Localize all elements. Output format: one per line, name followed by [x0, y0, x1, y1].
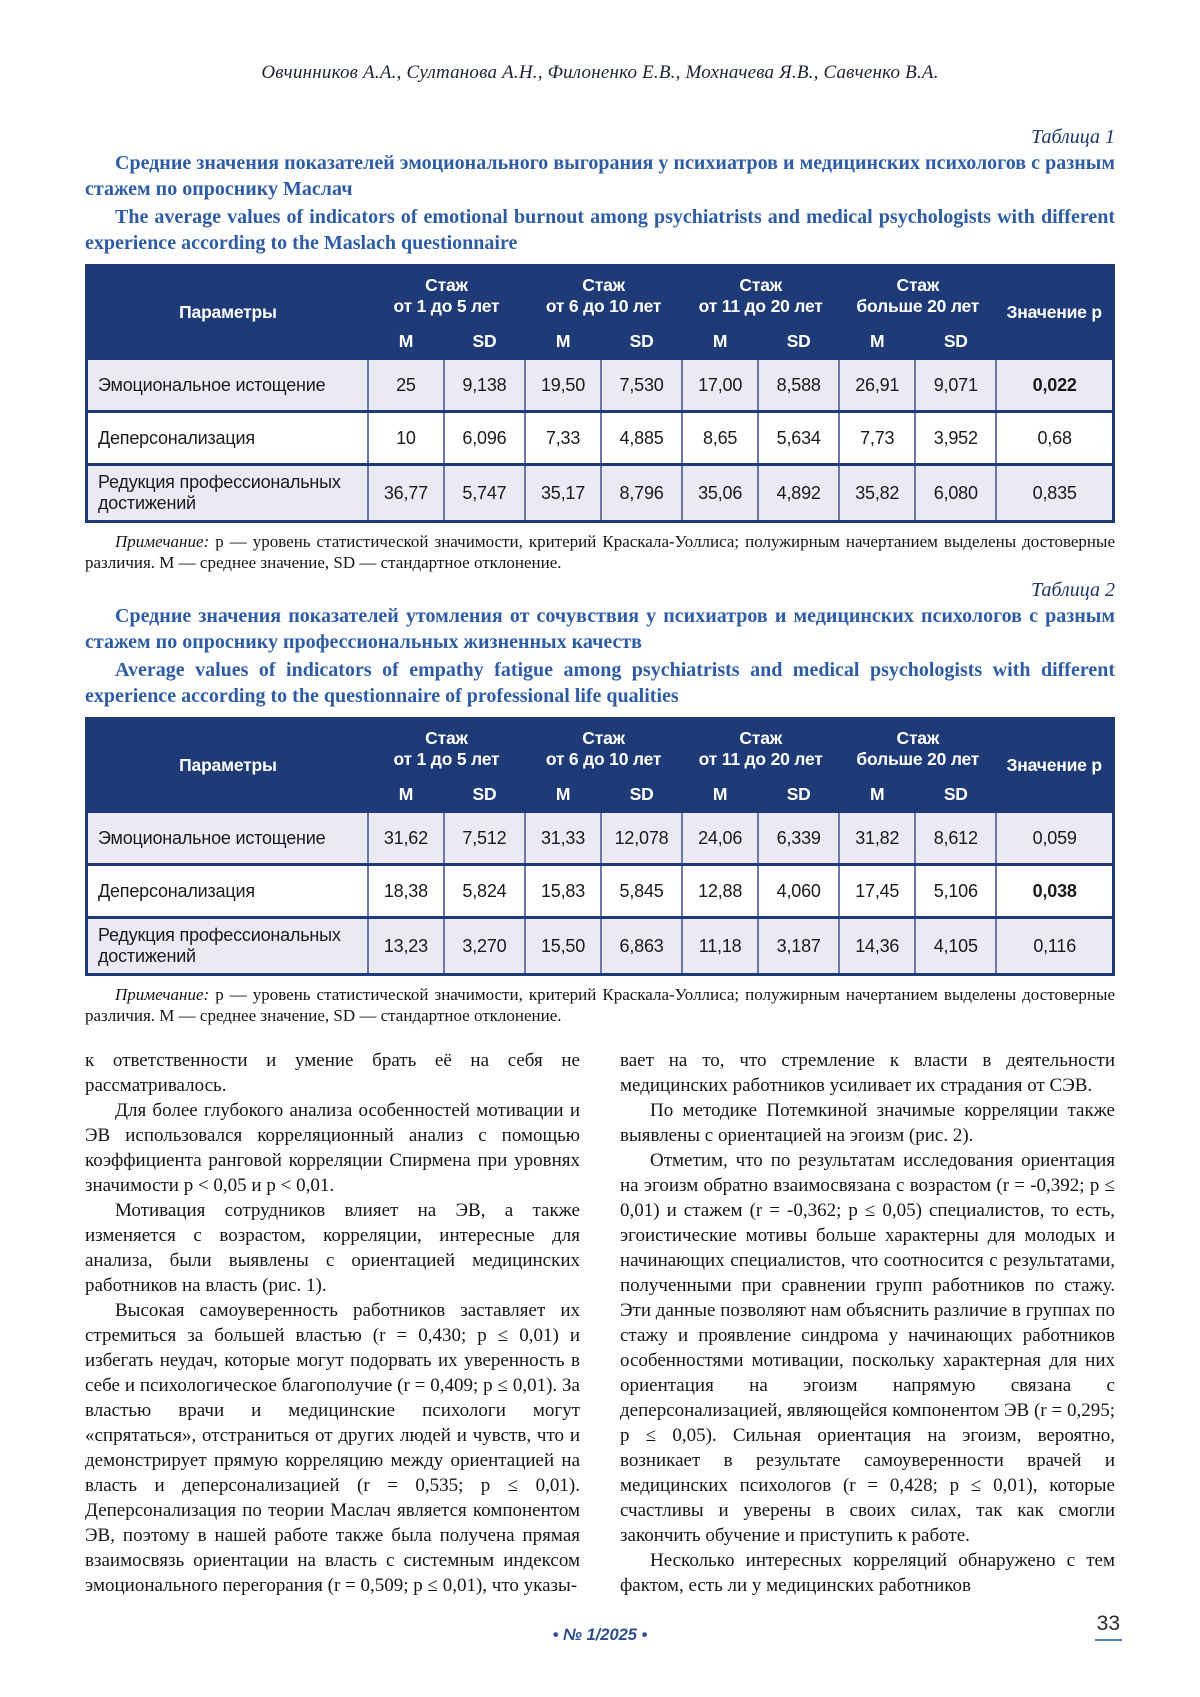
value-cell: 35,82 — [839, 465, 915, 522]
param-cell: Деперсонализация — [87, 412, 368, 465]
value-cell: 10 — [368, 412, 444, 465]
value-cell: 36,77 — [368, 465, 444, 522]
table-row — [87, 359, 1114, 412]
value-cell: 7,73 — [839, 412, 915, 465]
param-header-cell: Параметры — [87, 266, 368, 359]
paragraph: По методике Потемкиной значимые корреляции также выявлены с ориентацией на эгоизм (рис. 2). — [620, 1100, 1115, 1146]
table2-caption: Таблица 2 — [1031, 579, 1115, 601]
p-header-cell: Значение p — [996, 266, 1113, 359]
value-cell: 4,060 — [758, 865, 839, 918]
stage-group-header: Стаж от 11 до 20 лет — [682, 719, 839, 779]
value-cell: 6,863 — [601, 918, 682, 975]
value-cell: 24,06 — [682, 812, 758, 865]
value-cell: 7,530 — [601, 359, 682, 412]
m-header-cell: М — [368, 778, 444, 812]
value-cell: 9,071 — [915, 359, 996, 412]
value-cell: 14,36 — [839, 918, 915, 975]
p-value-cell: 0,059 — [996, 812, 1113, 865]
table1-title-en: The average values of indicators of emotional burnout among psychiatrists and medical psychologists with different experience according to the Maslach questionnaire — [85, 206, 1115, 254]
m-header-cell: М — [839, 778, 915, 812]
p-value-cell: 0,68 — [996, 412, 1113, 465]
value-cell: 4,105 — [915, 918, 996, 975]
value-cell: 31,82 — [839, 812, 915, 865]
m-header-cell: М — [839, 325, 915, 359]
value-cell: 4,892 — [758, 465, 839, 522]
value-cell: 8,796 — [601, 465, 682, 522]
value-cell: 6,096 — [444, 412, 525, 465]
value-cell: 5,747 — [444, 465, 525, 522]
value-cell: 7,33 — [525, 412, 601, 465]
table2-title-en: Average values of indicators of empathy fatigue among psychiatrists and medical psychologists with different experience according to the questionnaire of professional life qualities — [85, 659, 1115, 707]
param-cell: Деперсонализация — [87, 865, 368, 918]
m-header-cell: М — [682, 325, 758, 359]
body-right-column — [620, 1048, 1115, 1598]
sd-header-cell: SD — [758, 325, 839, 359]
sd-header-cell: SD — [915, 778, 996, 812]
stage-group-header: Стаж больше 20 лет — [839, 719, 996, 779]
value-cell: 5,106 — [915, 865, 996, 918]
table1-title-ru: Средние значения показателей эмоционального выгорания у психиатров и медицинских психологов с разным стажем по опроснику Маслач — [85, 152, 1115, 200]
value-cell: 25 — [368, 359, 444, 412]
value-cell: 26,91 — [839, 359, 915, 412]
value-cell: 8,588 — [758, 359, 839, 412]
p-value-cell: 0,038 — [996, 865, 1113, 918]
stage-group-header: Стаж больше 20 лет — [839, 266, 996, 326]
value-cell: 11,18 — [682, 918, 758, 975]
value-cell: 18,38 — [368, 865, 444, 918]
value-cell: 12,078 — [601, 812, 682, 865]
value-cell: 12,88 — [682, 865, 758, 918]
value-cell: 5,845 — [601, 865, 682, 918]
table2-note — [85, 984, 1115, 1026]
table-row — [87, 465, 1114, 522]
table2-title-ru: Средние значения показателей утомления от сочувствия у психиатров и медицинских психологов с разным стажем по опроснику профессиональных жизненных качеств — [85, 605, 1115, 653]
body-left-column — [85, 1048, 580, 1598]
stage-group-header: Стаж от 1 до 5 лет — [368, 266, 525, 326]
authors-line: Овчинников А.А., Султанова А.Н., Филоненко Е.В., Мохначева Я.В., Савченко В.А. — [261, 62, 939, 83]
note-label: Примечание: — [115, 532, 210, 551]
sd-header-cell: SD — [758, 778, 839, 812]
sd-header-cell: SD — [444, 325, 525, 359]
value-cell: 31,33 — [525, 812, 601, 865]
table-row — [87, 918, 1114, 975]
stage-group-header: Стаж от 6 до 10 лет — [525, 266, 682, 326]
m-header-cell: М — [525, 778, 601, 812]
table-row — [87, 412, 1114, 465]
value-cell: 31,62 — [368, 812, 444, 865]
value-cell: 19,50 — [525, 359, 601, 412]
p-header-cell: Значение p — [996, 719, 1113, 812]
table1-note — [85, 531, 1115, 573]
note-text: p — уровень статистической значимости, критерий Краскала-Уоллиса; полужирным начертанием выделены достоверные различия. М — среднее значение, SD — стандартное отклонение. — [85, 532, 1115, 572]
value-cell: 35,06 — [682, 465, 758, 522]
body-text — [85, 1048, 1115, 1598]
value-cell: 7,512 — [444, 812, 525, 865]
value-cell: 5,824 — [444, 865, 525, 918]
value-cell: 15,50 — [525, 918, 601, 975]
value-cell: 3,270 — [444, 918, 525, 975]
value-cell: 5,634 — [758, 412, 839, 465]
paragraph: Отметим, что по результатам исследования ориентация на эгоизм обратно взаимосвязана с возрастом (r = -0,392; p ≤ 0,01) и стажем (r = -0,362; p ≤ 0,05) специалистов, то есть, эгоистические мотивы больше характерны для молодых и начинающих специалистов, что соотносится с результатами, полученными при сравнении групп работников по стажу. Эти данные позволяют нам объяснить различие в группах по стажу и проявление синдрома у начинающих работников особенностями мотивации, поскольку характерная для них ориентация на эгоизм напрямую связана с деперсонализацией, являющейся компонентом ЭВ (r = 0,295; p ≤ 0,05). Сильная ориентация на эгоизм, вероятно, возникает в результате самоуверенности врачей и медицинских психологов (r = 0,428; p ≤ 0,01), которые счастливы и уверены в своих силах, так как смогли закончить обучение и приступить к работе. — [620, 1150, 1115, 1546]
paragraph: Несколько интересных корреляций обнаружено с тем фактом, есть ли у медицинских работников — [620, 1550, 1115, 1596]
sd-header-cell: SD — [444, 778, 525, 812]
p-value-cell: 0,116 — [996, 918, 1113, 975]
p-value-cell: 0,835 — [996, 465, 1113, 522]
value-cell: 8,65 — [682, 412, 758, 465]
value-cell: 4,885 — [601, 412, 682, 465]
sd-header-cell: SD — [915, 325, 996, 359]
note-label: Примечание: — [115, 985, 210, 1004]
value-cell: 3,187 — [758, 918, 839, 975]
empathy-fatigue-table — [85, 717, 1115, 976]
value-cell: 6,339 — [758, 812, 839, 865]
paragraph: вает на то, что стремление к власти в деятельности медицинских работников усиливает их страдания от СЭВ. — [620, 1050, 1115, 1096]
param-cell: Эмоциональное истощение — [87, 359, 368, 412]
value-cell: 17,00 — [682, 359, 758, 412]
m-header-cell: М — [368, 325, 444, 359]
param-cell: Эмоциональное истощение — [87, 812, 368, 865]
table-row — [87, 865, 1114, 918]
value-cell: 9,138 — [444, 359, 525, 412]
burnout-table — [85, 264, 1115, 523]
stage-group-header: Стаж от 11 до 20 лет — [682, 266, 839, 326]
param-cell: Редукция профессиональных достижений — [87, 465, 368, 522]
value-cell: 6,080 — [915, 465, 996, 522]
value-cell: 17,45 — [839, 865, 915, 918]
m-header-cell: М — [525, 325, 601, 359]
stage-group-header: Стаж от 6 до 10 лет — [525, 719, 682, 779]
p-value-cell: 0,022 — [996, 359, 1113, 412]
table-row — [87, 812, 1114, 865]
stage-group-header: Стаж от 1 до 5 лет — [368, 719, 525, 779]
m-header-cell: М — [682, 778, 758, 812]
sd-header-cell: SD — [601, 778, 682, 812]
sd-header-cell: SD — [601, 325, 682, 359]
paragraph: Высокая самоуверенность работников заставляет их стремиться за большей властью (r = 0,430; p ≤ 0,01) и избегать неудач, которые могут подорвать их уверенность в себе и психологическое благополучие (r = 0,409; p ≤ 0,01). За властью врачи и медицинские психологи могут «спрятаться», отстраниться от других людей и чувств, что и демонстрирует прямую корреляцию между ориентацией на власть и деперсонализацией (r = 0,535; p ≤ 0,01). Деперсонализация по теории Маслач является компонентом ЭВ, поэтому в нашей работе также была получена прямая взаимосвязь ориентации на власть с системным индексом эмоционального перегорания (r = 0,509; p ≤ 0,01), что указы- — [85, 1300, 580, 1596]
param-header-cell: Параметры — [87, 719, 368, 812]
paragraph: к ответственности и умение брать её на себя не рассматривалось. — [85, 1050, 580, 1096]
value-cell: 15,83 — [525, 865, 601, 918]
footer-issue: • № 1/2025 • — [552, 1626, 648, 1644]
value-cell: 13,23 — [368, 918, 444, 975]
page-number: 33 — [1095, 1612, 1122, 1641]
table1-caption: Таблица 1 — [1031, 126, 1115, 148]
value-cell: 8,612 — [915, 812, 996, 865]
page-content — [85, 0, 1115, 1598]
paragraph: Для более глубокого анализа особенностей мотивации и ЭВ использовался корреляционный анализ с помощью коэффициента ранговой корреляции Спирмена при уровнях значимости p < 0,05 и p < 0,01. — [85, 1100, 580, 1196]
param-cell: Редукция профессиональных достижений — [87, 918, 368, 975]
value-cell: 35,17 — [525, 465, 601, 522]
paragraph: Мотивация сотрудников влияет на ЭВ, а также изменяется с возрастом, корреляции, интересные для анализа, были выявлены с ориентацией медицинских работников на власть (рис. 1). — [85, 1200, 580, 1296]
note-text: p — уровень статистической значимости, критерий Краскала-Уоллиса; полужирным начертанием выделены достоверные различия. М — среднее значение, SD — стандартное отклонение. — [85, 985, 1115, 1025]
value-cell: 3,952 — [915, 412, 996, 465]
